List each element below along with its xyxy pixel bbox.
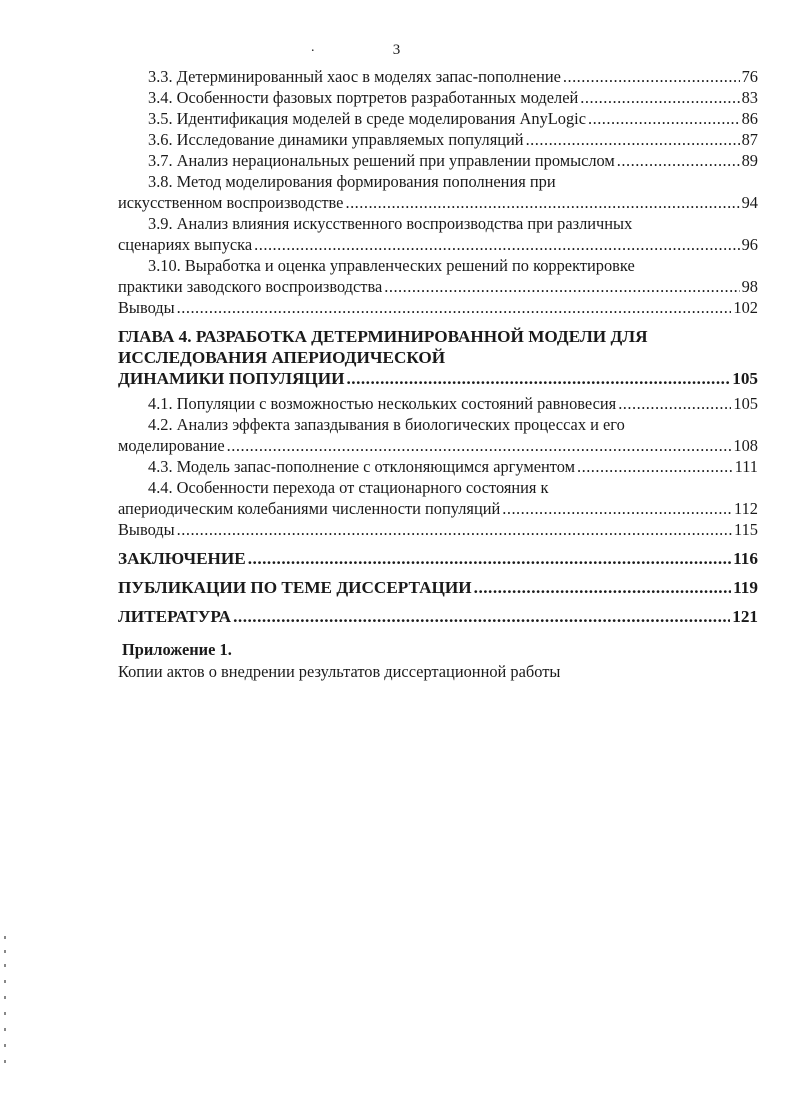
toc-spacer xyxy=(118,569,758,577)
toc-entry-title: искусственном воспроизводстве xyxy=(118,193,344,212)
appendix-block xyxy=(118,639,560,683)
toc-entry-s3-7 xyxy=(118,150,758,171)
appendix-title: Приложение 1. xyxy=(122,640,232,659)
toc-page-number: 83 xyxy=(741,88,758,107)
toc-entry-s3-concl xyxy=(118,297,758,318)
dot-leader xyxy=(563,66,740,87)
toc-entry-title: Выводы xyxy=(118,520,175,539)
toc-page-number: 87 xyxy=(741,130,758,149)
toc-page-number: 94 xyxy=(741,193,758,212)
toc-entry-s4-2b xyxy=(118,435,758,456)
toc-entry-ch4c xyxy=(118,368,758,389)
toc-page-number: 76 xyxy=(741,67,758,86)
toc-entry-s3-4 xyxy=(118,87,758,108)
toc-entry-title: моделирование xyxy=(118,436,225,455)
toc-entry-publications xyxy=(118,577,758,598)
toc-entry-title: практики заводского воспроизводства xyxy=(118,277,383,296)
toc-entry-title: ПУБЛИКАЦИИ ПО ТЕМЕ ДИССЕРТАЦИИ xyxy=(118,578,472,597)
toc-entry-s3-5 xyxy=(118,108,758,129)
toc-page-number: 89 xyxy=(741,151,758,170)
toc-entry-s4-concl xyxy=(118,519,758,540)
dot-leader xyxy=(577,456,733,477)
dot-leader xyxy=(617,150,740,171)
dot-leader xyxy=(227,435,732,456)
toc-spacer xyxy=(118,540,758,548)
toc-entry-conclusion xyxy=(118,548,758,569)
toc-page-number: 112 xyxy=(734,499,758,518)
toc-entry-title: Выводы xyxy=(118,298,175,317)
toc-line-ch4b: ИССЛЕДОВАНИЯ АПЕРИОДИЧЕСКОЙ xyxy=(118,348,446,367)
toc-entry-title: 4.1. Популяции с возможностью нескольких состояний равновесия xyxy=(148,394,617,413)
dot-leader xyxy=(233,606,730,627)
toc-page-number: 116 xyxy=(733,549,758,568)
toc-entry-s3-10b xyxy=(118,276,758,297)
scan-speck: . xyxy=(311,40,315,55)
toc-entry-title: 3.7. Анализ нерациональных решений при управлении промыслом xyxy=(148,151,615,170)
toc-line-s3-10a: 3.10. Выработка и оценка управленческих решений по корректировке xyxy=(148,256,635,275)
toc-page-number: 96 xyxy=(741,235,758,254)
toc-entry-literature xyxy=(118,606,758,627)
toc-line-ch4a: ГЛАВА 4. РАЗРАБОТКА ДЕТЕРМИНИРОВАННОЙ МОДЕЛИ ДЛЯ xyxy=(118,327,648,346)
toc-page-number: 115 xyxy=(734,520,758,539)
dot-leader xyxy=(345,192,739,213)
dot-leader xyxy=(254,234,739,255)
toc-entry-s3-9b xyxy=(118,234,758,255)
toc-page-number: 108 xyxy=(733,436,758,455)
dot-leader xyxy=(474,577,732,598)
toc-page-number: 105 xyxy=(733,394,758,413)
toc-page-number: 121 xyxy=(732,607,758,626)
toc-entry-s3-3 xyxy=(118,66,758,87)
scan-margin-specks xyxy=(4,930,10,1080)
toc-entry-title: сценариях выпуска xyxy=(118,235,253,254)
toc-page-number: 86 xyxy=(741,109,758,128)
toc-entry-title: 3.5. Идентификация моделей в среде моделирования AnyLogic xyxy=(148,109,587,128)
dot-leader xyxy=(588,108,740,129)
toc-entry-title: 4.3. Модель запас-пополнение с отклоняющимся аргументом xyxy=(148,457,575,476)
toc-entry-title: апериодическим колебаниями численности популяций xyxy=(118,499,501,518)
toc-page-number: 98 xyxy=(741,277,758,296)
toc-entry-title: 3.6. Исследование динамики управляемых популяций xyxy=(148,130,524,149)
toc-line-s4-4a: 4.4. Особенности перехода от стационарного состояния к xyxy=(148,478,549,497)
toc-page-number: 111 xyxy=(734,457,758,476)
toc-entry-title: 3.3. Детерминированный хаос в моделях запас-пополнение xyxy=(148,67,561,86)
toc-entry-s4-3 xyxy=(118,456,758,477)
toc-entry-s4-4b xyxy=(118,498,758,519)
dot-leader xyxy=(618,393,731,414)
toc-spacer xyxy=(118,318,758,326)
toc-entry-s4-1 xyxy=(118,393,758,414)
toc-page-number: 119 xyxy=(733,578,758,597)
dot-leader xyxy=(177,519,732,540)
toc-entry-title: 3.4. Особенности фазовых портретов разработанных моделей xyxy=(148,88,579,107)
toc-entry-title: ЛИТЕРАТУРА xyxy=(118,607,232,626)
dot-leader xyxy=(346,368,730,389)
toc-line-s3-8a: 3.8. Метод моделирования формирования пополнения при xyxy=(148,172,556,191)
dot-leader xyxy=(177,297,732,318)
toc-spacer xyxy=(118,598,758,606)
dot-leader xyxy=(526,129,740,150)
dot-leader xyxy=(248,548,731,569)
toc-entry-s3-6 xyxy=(118,129,758,150)
table-of-contents xyxy=(118,66,758,627)
toc-line-s3-9a: 3.9. Анализ влияния искусственного воспроизводства при различных xyxy=(148,214,633,233)
toc-entry-s3-8b xyxy=(118,192,758,213)
toc-page-number: 102 xyxy=(733,298,758,317)
dot-leader xyxy=(580,87,739,108)
toc-page-number: 105 xyxy=(732,369,758,388)
dot-leader xyxy=(502,498,732,519)
toc-line-s4-2a: 4.2. Анализ эффекта запаздывания в биологических процессах и его xyxy=(148,415,625,434)
dot-leader xyxy=(384,276,739,297)
toc-entry-title: ДИНАМИКИ ПОПУЛЯЦИИ xyxy=(118,369,345,388)
appendix-description: Копии актов о внедрении результатов диссертационной работы xyxy=(118,662,561,681)
page-number: 3 xyxy=(392,42,401,58)
toc-entry-title: ЗАКЛЮЧЕНИЕ xyxy=(118,549,246,568)
